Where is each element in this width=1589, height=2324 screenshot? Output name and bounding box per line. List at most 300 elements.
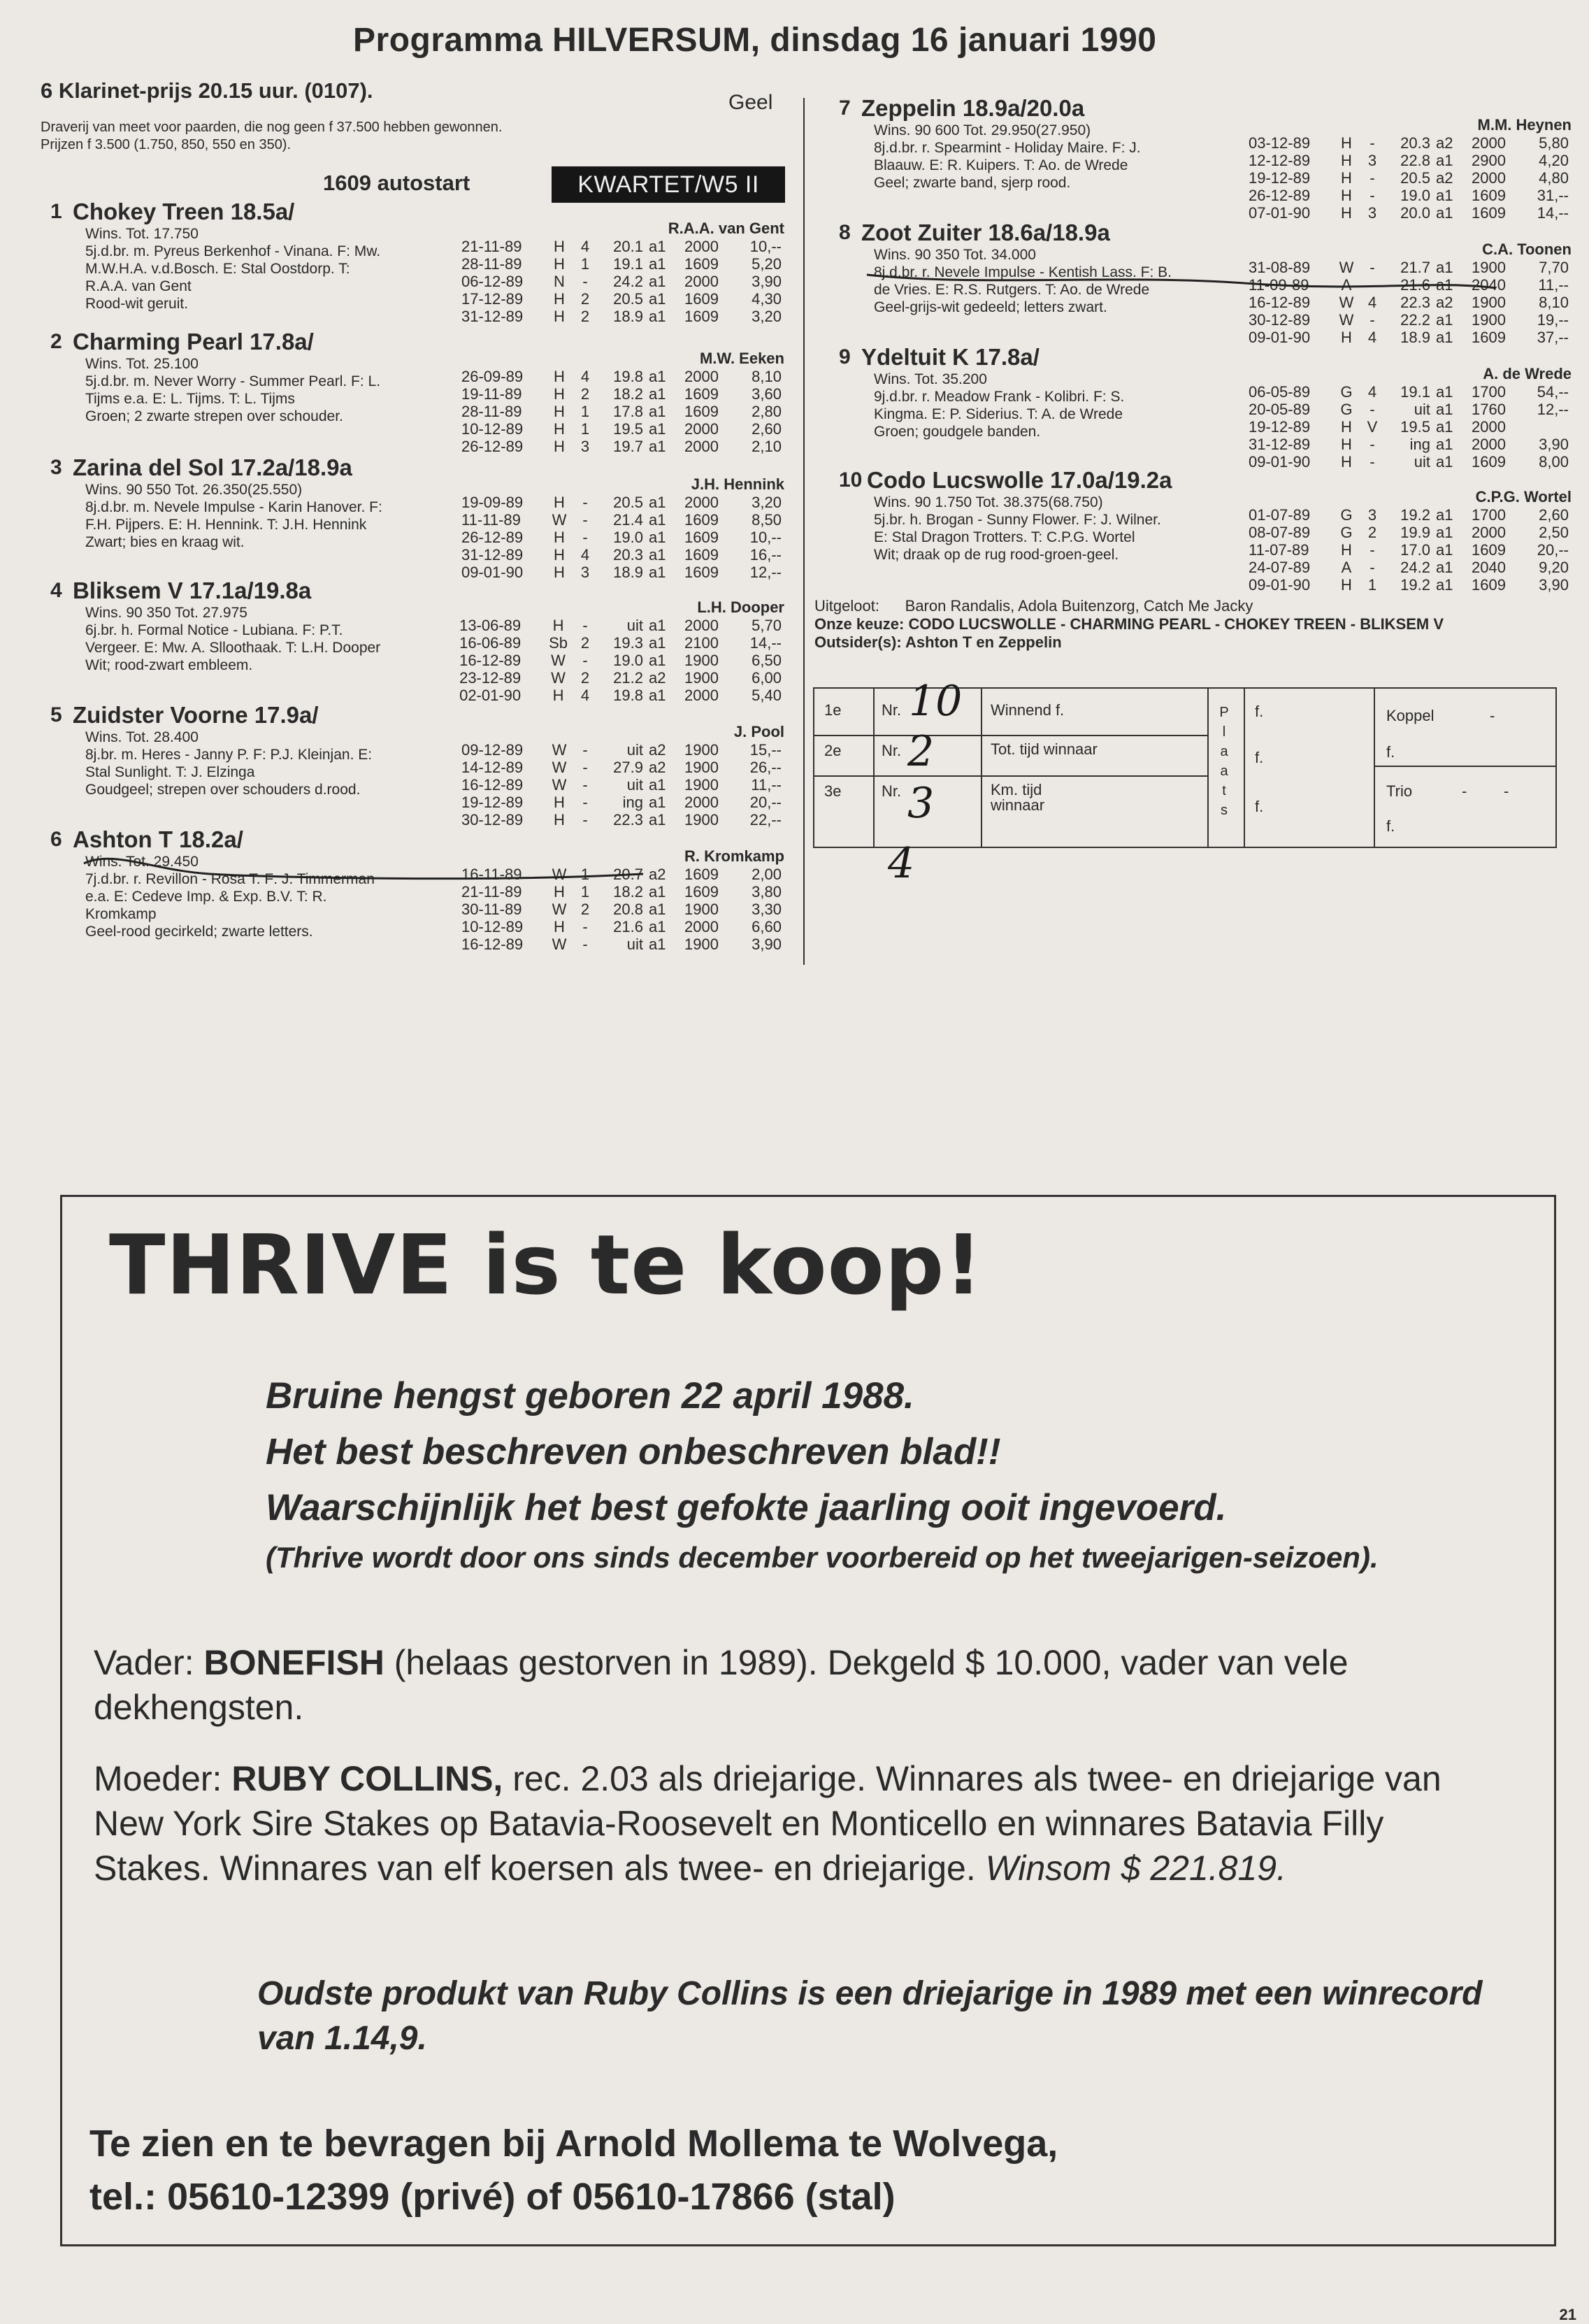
outsider-label: Outsider(s): xyxy=(814,633,902,651)
race-history-cell: 2 xyxy=(1367,524,1377,541)
race-desc-line: Draverij van meet voor paarden, die nog geen f 37.500 hebben gewonnen. xyxy=(41,120,503,135)
race-history-cell: 4 xyxy=(580,238,590,255)
race-history-cell: 22.3 xyxy=(1400,294,1430,311)
race-history-cell: 1609 xyxy=(1472,329,1506,346)
race-history-cell: 1900 xyxy=(684,776,719,794)
horse-info-line: Vergeer. E: Mw. A. Slloothaak. T: L.H. Dooper xyxy=(85,640,381,656)
race-history-cell: - xyxy=(582,652,588,669)
race-history-cell: 07-01-90 xyxy=(1249,204,1311,222)
race-history-cell: 18.9 xyxy=(1400,329,1430,346)
race-history-cell: W xyxy=(551,652,566,669)
race-history-cell: uit xyxy=(626,741,643,759)
race-history-cell: 19-12-89 xyxy=(1249,418,1311,436)
race-history-cell: a2 xyxy=(649,741,666,759)
race-history-cell: 5,40 xyxy=(752,687,782,704)
race-history-cell: 1609 xyxy=(684,403,719,420)
race-history-cell: H xyxy=(554,883,565,901)
horse-info-line: 8j.d.br. r. Spearmint - Holiday Maire. F: J. xyxy=(874,140,1141,156)
race-history-cell: 2,00 xyxy=(752,866,782,883)
horse-number: 5 xyxy=(50,703,62,726)
horse-info-line: Wins. Tot. 29.450 xyxy=(85,854,199,870)
race-history-cell: 09-01-90 xyxy=(1249,576,1311,594)
race-history-cell: 2040 xyxy=(1472,276,1506,294)
race-history-cell: 20.5 xyxy=(613,494,643,511)
race-history-cell: 2000 xyxy=(1472,134,1506,152)
race-history-cell: H xyxy=(1341,453,1352,471)
race-history-cell: a1 xyxy=(649,420,666,438)
horse-info-line: Wit; rood-zwart embleem. xyxy=(85,657,253,673)
race-history-cell: 5,20 xyxy=(752,255,782,273)
race-history-cell: a1 xyxy=(649,511,666,529)
race-history-cell: a1 xyxy=(649,368,666,385)
horse-info-line: e.a. E: Cedeve Imp. & Exp. B.V. T: R. xyxy=(85,889,327,905)
race-history-cell: 1900 xyxy=(684,759,719,776)
race-history-cell: 19.9 xyxy=(1400,524,1430,541)
race-history-cell: 37,-- xyxy=(1537,329,1569,346)
race-history-cell: 11-07-89 xyxy=(1249,541,1309,559)
horse-info-line: Kingma. E: P. Siderius. T: A. de Wrede xyxy=(874,406,1123,422)
race-history-cell: 1609 xyxy=(684,546,719,564)
handwritten-number: 4 xyxy=(888,839,915,888)
race-history-cell: 13-06-89 xyxy=(459,617,522,634)
race-history-cell: 18.9 xyxy=(613,564,643,581)
race-history-cell: - xyxy=(582,811,588,829)
race-history-cell: W xyxy=(552,741,567,759)
race-history-cell: 2000 xyxy=(684,918,719,935)
race-history-cell: H xyxy=(552,617,564,634)
race-history-cell: 3,60 xyxy=(752,385,782,403)
race-history-cell: 17.0 xyxy=(1400,541,1430,559)
race-history-cell: a1 xyxy=(649,238,666,255)
race-history-cell: 12-12-89 xyxy=(1249,152,1311,169)
horse-info-line: Stal Sunlight. T: J. Elzinga xyxy=(85,764,255,780)
race-history-cell: H xyxy=(1341,152,1352,169)
race-history-cell: 20,-- xyxy=(1537,541,1569,559)
race-history-cell: H xyxy=(554,794,565,811)
race-history-cell: 4,20 xyxy=(1539,152,1569,169)
race-history-cell: uit xyxy=(626,617,643,634)
race-history-cell: 10,-- xyxy=(749,238,782,255)
place-1: 1e xyxy=(824,701,842,719)
koppel-dash: - xyxy=(1490,707,1495,724)
race-history-cell: H xyxy=(554,238,565,255)
horse-name: Zarina del Sol 17.2a/18.9a xyxy=(73,454,352,480)
race-history-cell: 54,-- xyxy=(1537,383,1569,401)
horse-number: 4 xyxy=(50,579,62,602)
horse-number: 1 xyxy=(50,200,62,223)
race-history-cell: a1 xyxy=(1436,541,1453,559)
plaats-label: P l a a t s xyxy=(1219,705,1229,818)
nr-label: Nr. xyxy=(882,701,902,719)
race-history-cell: - xyxy=(1369,311,1375,329)
horse-number: 2 xyxy=(50,330,62,353)
horse-number: 7 xyxy=(839,96,851,120)
race-history-cell: 06-12-89 xyxy=(461,273,524,290)
page-number: 21 xyxy=(1559,2306,1576,2323)
race-history-cell: G xyxy=(1340,401,1353,418)
strike-ashton xyxy=(84,859,643,878)
race-history-cell: a1 xyxy=(1436,576,1453,594)
ad-contact xyxy=(89,2117,1488,2223)
race-history-cell: - xyxy=(1369,436,1375,453)
race-history-cell: W xyxy=(552,935,567,953)
race-history-cell: 2040 xyxy=(1472,559,1506,576)
race-history-cell: 14,-- xyxy=(1537,204,1569,222)
race-history-cell: 2 xyxy=(580,634,590,652)
race-history-cell: 6,00 xyxy=(752,669,782,687)
horse-info-line: Wins. Tot. 25.100 xyxy=(85,356,199,372)
race-history-cell: a1 xyxy=(649,617,666,634)
ad-note: (Thrive wordt door ons sinds december voorbereid op het tweejarigen-seizoen). xyxy=(266,1541,1379,1574)
race-history-cell: 1700 xyxy=(1472,506,1506,524)
race-history-cell: 26-12-89 xyxy=(461,438,524,455)
race-history-cell: H xyxy=(1341,134,1352,152)
race-history-cell: a1 xyxy=(649,308,666,325)
race-history-cell: - xyxy=(582,529,588,546)
race-history-cell: 30-11-89 xyxy=(461,901,522,918)
race-history-cell: 31-12-89 xyxy=(1249,436,1311,453)
race-history-cell: a1 xyxy=(649,564,666,581)
race-history-cell: 22.2 xyxy=(1400,311,1430,329)
race-history-cell: 1900 xyxy=(684,935,719,953)
race-history-cell: W xyxy=(1339,311,1354,329)
race-history-cell: 03-12-89 xyxy=(1249,134,1311,152)
race-history-cell: 19.2 xyxy=(1400,506,1430,524)
race-history-cell: H xyxy=(554,438,565,455)
horse-info-line: 9j.d.br. r. Meadow Frank - Kolibri. F: S. xyxy=(874,389,1125,405)
race-history-cell: - xyxy=(1369,259,1375,276)
horse-name: Zuidster Voorne 17.9a/ xyxy=(73,702,319,728)
race-history-cell: H xyxy=(554,564,565,581)
start-type: 1609 autostart xyxy=(323,171,470,195)
pen-strike xyxy=(0,0,1589,979)
race-history-cell: 8,10 xyxy=(1539,294,1569,311)
race-history-cell: 19.5 xyxy=(1400,418,1430,436)
race-history-cell: 8,10 xyxy=(752,368,782,385)
race-history-cell: - xyxy=(582,741,588,759)
race-history-cell: 21.7 xyxy=(1400,259,1430,276)
race-history-cell: 8,00 xyxy=(1539,453,1569,471)
race-history-cell: 21.4 xyxy=(613,511,643,529)
race-history-cell: 1609 xyxy=(684,290,719,308)
race-history-cell: 1609 xyxy=(684,255,719,273)
race-history-cell: a1 xyxy=(1436,401,1453,418)
race-history-cell: a1 xyxy=(649,290,666,308)
horse-info-line: Tijms e.a. E: L. Tijms. T: L. Tijms xyxy=(85,391,295,407)
race-history-cell: a2 xyxy=(1436,294,1453,311)
race-history-cell: 6,60 xyxy=(752,918,782,935)
race-history-cell: W xyxy=(552,866,567,883)
race-history-cell: 1 xyxy=(580,420,590,438)
trio-label: Trio xyxy=(1386,782,1413,800)
race-history-cell: - xyxy=(582,935,588,953)
horse-name: Bliksem V 17.1a/19.8a xyxy=(73,578,312,603)
race-history-cell: a2 xyxy=(649,866,666,883)
race-history-cell: 26,-- xyxy=(749,759,782,776)
race-history-cell: - xyxy=(582,494,588,511)
race-history-cell: a1 xyxy=(1436,187,1453,204)
race-history-cell: 5,80 xyxy=(1539,134,1569,152)
horse-name: Codo Lucswolle 17.0a/19.2a xyxy=(867,467,1172,493)
race-history-cell: 2000 xyxy=(684,617,719,634)
race-history-cell: 22,-- xyxy=(749,811,782,829)
race-history-cell: 30-12-89 xyxy=(1249,311,1311,329)
race-history-cell: 18.2 xyxy=(613,883,643,901)
race-history-cell: 02-01-90 xyxy=(459,687,522,704)
race-history-cell: 2,10 xyxy=(752,438,782,455)
race-history-cell: 20.5 xyxy=(1400,169,1430,187)
f-label: f. xyxy=(1255,703,1264,720)
race-history-cell: 4 xyxy=(580,368,590,385)
race-history-cell: a1 xyxy=(1436,436,1453,453)
horse-trainer: R.A.A. van Gent xyxy=(668,220,784,237)
race-history-cell: 2,80 xyxy=(752,403,782,420)
horse-info-line: Rood-wit geruit. xyxy=(85,296,189,312)
race-history-cell: H xyxy=(1341,436,1352,453)
race-history-cell: 1900 xyxy=(684,669,719,687)
race-history-cell: W xyxy=(551,669,566,687)
horse-trainer: J. Pool xyxy=(733,723,784,740)
handwritten-number: 2 xyxy=(907,727,935,776)
race-history-cell: 1609 xyxy=(1472,576,1506,594)
race-history-cell: 12,-- xyxy=(749,564,782,581)
race-history-cell: 2000 xyxy=(684,438,719,455)
race-history-cell: 9,20 xyxy=(1539,559,1569,576)
race-history-cell: 16-06-89 xyxy=(459,634,522,652)
race-history-cell: 2 xyxy=(580,308,590,325)
race-history-cell: 19.1 xyxy=(613,255,643,273)
race-history-cell: a1 xyxy=(1436,506,1453,524)
race-history-cell: 19.5 xyxy=(613,420,643,438)
race-color: Geel xyxy=(728,91,773,114)
horse-info-line: Wins. 90 600 Tot. 29.950(27.950) xyxy=(874,122,1091,138)
race-history-cell: 3,20 xyxy=(752,308,782,325)
race-history-cell: 4,30 xyxy=(752,290,782,308)
race-history-cell: 09-12-89 xyxy=(461,741,524,759)
race-history-cell: 1609 xyxy=(684,308,719,325)
trio-dash: - xyxy=(1504,782,1509,800)
race-history-cell: 3 xyxy=(580,564,590,581)
ad-moeder xyxy=(94,1756,1457,1891)
contact-line: tel.: 05610-12399 (privé) of 05610-17866 (stal) xyxy=(89,2176,896,2218)
race-history-cell: 19.7 xyxy=(613,438,643,455)
race-history-cell: 30-12-89 xyxy=(461,811,524,829)
race-history-cell: 4 xyxy=(1367,383,1377,401)
race-history-cell: a1 xyxy=(1436,204,1453,222)
race-history-cell: 20,-- xyxy=(749,794,782,811)
race-history-cell: H xyxy=(554,529,565,546)
race-history-cell: H xyxy=(554,494,565,511)
horse-info-line: Zwart; bies en kraag wit. xyxy=(85,534,245,550)
race-history-cell: 2 xyxy=(580,290,590,308)
race-history-cell: 1 xyxy=(1367,576,1377,594)
race-history-cell: a1 xyxy=(1436,152,1453,169)
race-history-cell: 1 xyxy=(580,883,590,901)
race-history-cell: 1900 xyxy=(684,811,719,829)
race-history-cell: G xyxy=(1340,383,1353,401)
race-history-cell: H xyxy=(554,546,565,564)
race-history-cell: 28-11-89 xyxy=(461,255,522,273)
race-history-cell: 11-11-89 xyxy=(461,511,521,529)
horse-info-line: F.H. Pijpers. E: H. Hennink. T: J.H. Hennink xyxy=(85,517,367,533)
race-history-cell: 20.7 xyxy=(613,866,643,883)
horse-info-line: Goudgeel; strepen over schouders d.rood. xyxy=(85,782,361,798)
race-history-cell: 3,30 xyxy=(752,901,782,918)
handwritten-number: 10 xyxy=(909,677,963,726)
race-history-cell: 3,90 xyxy=(752,935,782,953)
race-history-cell: - xyxy=(582,617,588,634)
race-history-cell: 2000 xyxy=(684,368,719,385)
horse-info-line: 8j.d.br. m. Nevele Impulse - Karin Hanover. F: xyxy=(85,499,382,515)
moeder-label: Moeder: xyxy=(94,1759,232,1798)
race-history-cell: 1609 xyxy=(1472,187,1506,204)
race-history-cell: W xyxy=(552,759,567,776)
horse-info-line: de Vries. E: R.S. Rutgers. T: Ao. de Wrede xyxy=(874,282,1150,298)
race-history-cell: 3,20 xyxy=(752,494,782,511)
race-history-cell: H xyxy=(554,420,565,438)
race-history-cell: 4 xyxy=(580,687,590,704)
race-history-cell: 20.5 xyxy=(613,290,643,308)
race-history-cell: 21.2 xyxy=(613,669,643,687)
race-history-cell: H xyxy=(552,687,564,704)
race-history-cell: A xyxy=(1341,276,1352,294)
race-history-cell: 2000 xyxy=(684,494,719,511)
race-history-cell: H xyxy=(1341,329,1352,346)
race-history-cell: 21-11-89 xyxy=(461,238,522,255)
race-history-cell: 1609 xyxy=(684,564,719,581)
race-history-cell: - xyxy=(1369,559,1375,576)
race-history-cell: uit xyxy=(1414,453,1430,471)
race-history-cell: 1609 xyxy=(684,511,719,529)
km-tijd-label: Km. tijd winnaar xyxy=(991,781,1045,814)
race-history-cell: H xyxy=(1341,169,1352,187)
horse-number: 8 xyxy=(839,221,851,244)
race-history-cell: 2100 xyxy=(684,634,719,652)
race-history-cell: 1900 xyxy=(1472,311,1506,329)
horse-info-line: 7j.d.br. r. Revillon - Rosa T. F: J. Timmerman xyxy=(85,871,375,887)
race-history-cell: H xyxy=(1341,204,1352,222)
race-history-cell: a1 xyxy=(649,438,666,455)
nr-label: Nr. xyxy=(882,782,902,800)
race-history-cell: 3,90 xyxy=(1539,576,1569,594)
race-history-cell: 19.0 xyxy=(1400,187,1430,204)
race-history-cell: 1760 xyxy=(1472,401,1506,418)
race-history-cell: 1609 xyxy=(684,883,719,901)
race-history-cell: 1900 xyxy=(1472,259,1506,276)
race-history-cell: 20-05-89 xyxy=(1249,401,1311,418)
horse-name: Ashton T 18.2a/ xyxy=(73,826,243,852)
race-history-cell: a2 xyxy=(649,669,666,687)
race-history-cell: 2 xyxy=(580,669,590,687)
race-history-cell: a1 xyxy=(649,403,666,420)
race-history-cell: a1 xyxy=(1436,383,1453,401)
race-history-cell: 2 xyxy=(580,385,590,403)
race-history-cell: a1 xyxy=(649,687,666,704)
race-history-cell: a1 xyxy=(1436,311,1453,329)
race-history-cell: 19-12-89 xyxy=(1249,169,1311,187)
f-label: f. xyxy=(1386,743,1395,761)
tot-tijd-label: Tot. tijd winnaar xyxy=(991,740,1098,758)
horse-info-line: 5j.d.br. m. Pyreus Berkenhof - Vinana. F: Mw. xyxy=(85,243,381,259)
race-desc-line: Prijzen f 3.500 (1.750, 850, 550 en 350). xyxy=(41,137,292,152)
horse-info-line: 8j.d.br. r. Nevele Impulse - Kentish Lass. F: B. xyxy=(874,264,1172,280)
race-history-cell: a1 xyxy=(1436,453,1453,471)
horse-info-line: Geel-grijs-wit gedeeld; letters zwart. xyxy=(874,299,1107,315)
page-title: Programma HILVERSUM, dinsdag 16 januari 1990 xyxy=(353,22,1157,59)
uitgeloot-value: Baron Randalis, Adola Buitenzorg, Catch Me Jacky xyxy=(905,597,1253,615)
race-history-cell: - xyxy=(582,759,588,776)
race-history-cell: a1 xyxy=(649,529,666,546)
race-history-cell: 17.8 xyxy=(613,403,643,420)
horse-info-line: 6j.br. h. Formal Notice - Lubiana. F: P.T. xyxy=(85,622,343,638)
race-history-cell: A xyxy=(1341,559,1352,576)
race-history-cell: 15,-- xyxy=(749,741,782,759)
horse-info-line: Wins. Tot. 28.400 xyxy=(85,729,199,745)
horse-name: Ydeltuit K 17.8a/ xyxy=(861,344,1040,370)
race-history-cell: 2000 xyxy=(1472,169,1506,187)
race-history-cell: W xyxy=(1339,259,1354,276)
race-history-cell: 19.2 xyxy=(1400,576,1430,594)
race-history-cell: - xyxy=(1369,541,1375,559)
race-history-cell: 19.1 xyxy=(1400,383,1430,401)
winsom: Winsom $ 221.819. xyxy=(985,1849,1286,1888)
race-history-cell: 20.8 xyxy=(613,901,643,918)
race-history-cell: H xyxy=(554,385,565,403)
race-history-cell: a1 xyxy=(1436,559,1453,576)
race-history-cell: 2000 xyxy=(684,794,719,811)
race-history-cell: a1 xyxy=(649,918,666,935)
race-history-cell: 2000 xyxy=(684,687,719,704)
race-history-cell: 3,80 xyxy=(752,883,782,901)
race-history-cell: a1 xyxy=(1436,418,1453,436)
vader-label: Vader: xyxy=(94,1643,204,1682)
race-history-cell: 26-09-89 xyxy=(461,368,524,385)
race-history-cell: 3,90 xyxy=(1539,436,1569,453)
race-history-cell: uit xyxy=(1414,401,1430,418)
race-history-cell: 2900 xyxy=(1472,152,1506,169)
race-history-cell: 4 xyxy=(1367,294,1377,311)
race-history-cell: 3 xyxy=(1367,506,1377,524)
race-history-cell: a1 xyxy=(649,546,666,564)
horse-info-line: R.A.A. van Gent xyxy=(85,278,192,294)
race-history-cell: W xyxy=(552,901,567,918)
race-history-cell: a1 xyxy=(649,883,666,901)
race-history-cell: G xyxy=(1340,524,1353,541)
race-history-cell: 11,-- xyxy=(1538,276,1569,294)
horse-info-line: E: Stal Dragon Trotters. T: C.P.G. Wortel xyxy=(874,529,1135,545)
race-history-cell: 19.8 xyxy=(613,687,643,704)
race-history-cell: 18.2 xyxy=(613,385,643,403)
race-history-cell: 11-09-89 xyxy=(1249,276,1309,294)
horse-name: Zoot Zuiter 18.6a/18.9a xyxy=(861,220,1110,245)
race-history-cell: 16-12-89 xyxy=(1249,294,1311,311)
race-history-cell: H xyxy=(1341,187,1352,204)
strike-zoot xyxy=(867,275,1496,288)
bet-badge: KWARTET/W5 II xyxy=(552,166,785,203)
race-history-cell: 17-12-89 xyxy=(461,290,524,308)
race-history-cell: 1609 xyxy=(684,385,719,403)
race-history-cell: 19.8 xyxy=(613,368,643,385)
f-label: f. xyxy=(1255,798,1264,815)
race-history-cell: - xyxy=(1369,134,1375,152)
race-history-cell: 1700 xyxy=(1472,383,1506,401)
race-history-cell: 27.9 xyxy=(613,759,643,776)
race-history-cell: W xyxy=(1339,294,1354,311)
horse-number: 6 xyxy=(50,828,62,851)
race-history-cell: 21.6 xyxy=(613,918,643,935)
horse-name: Chokey Treen 18.5a/ xyxy=(73,199,295,224)
contact-line: Te zien en te bevragen bij Arnold Mollema te Wolvega, xyxy=(89,2123,1058,2165)
